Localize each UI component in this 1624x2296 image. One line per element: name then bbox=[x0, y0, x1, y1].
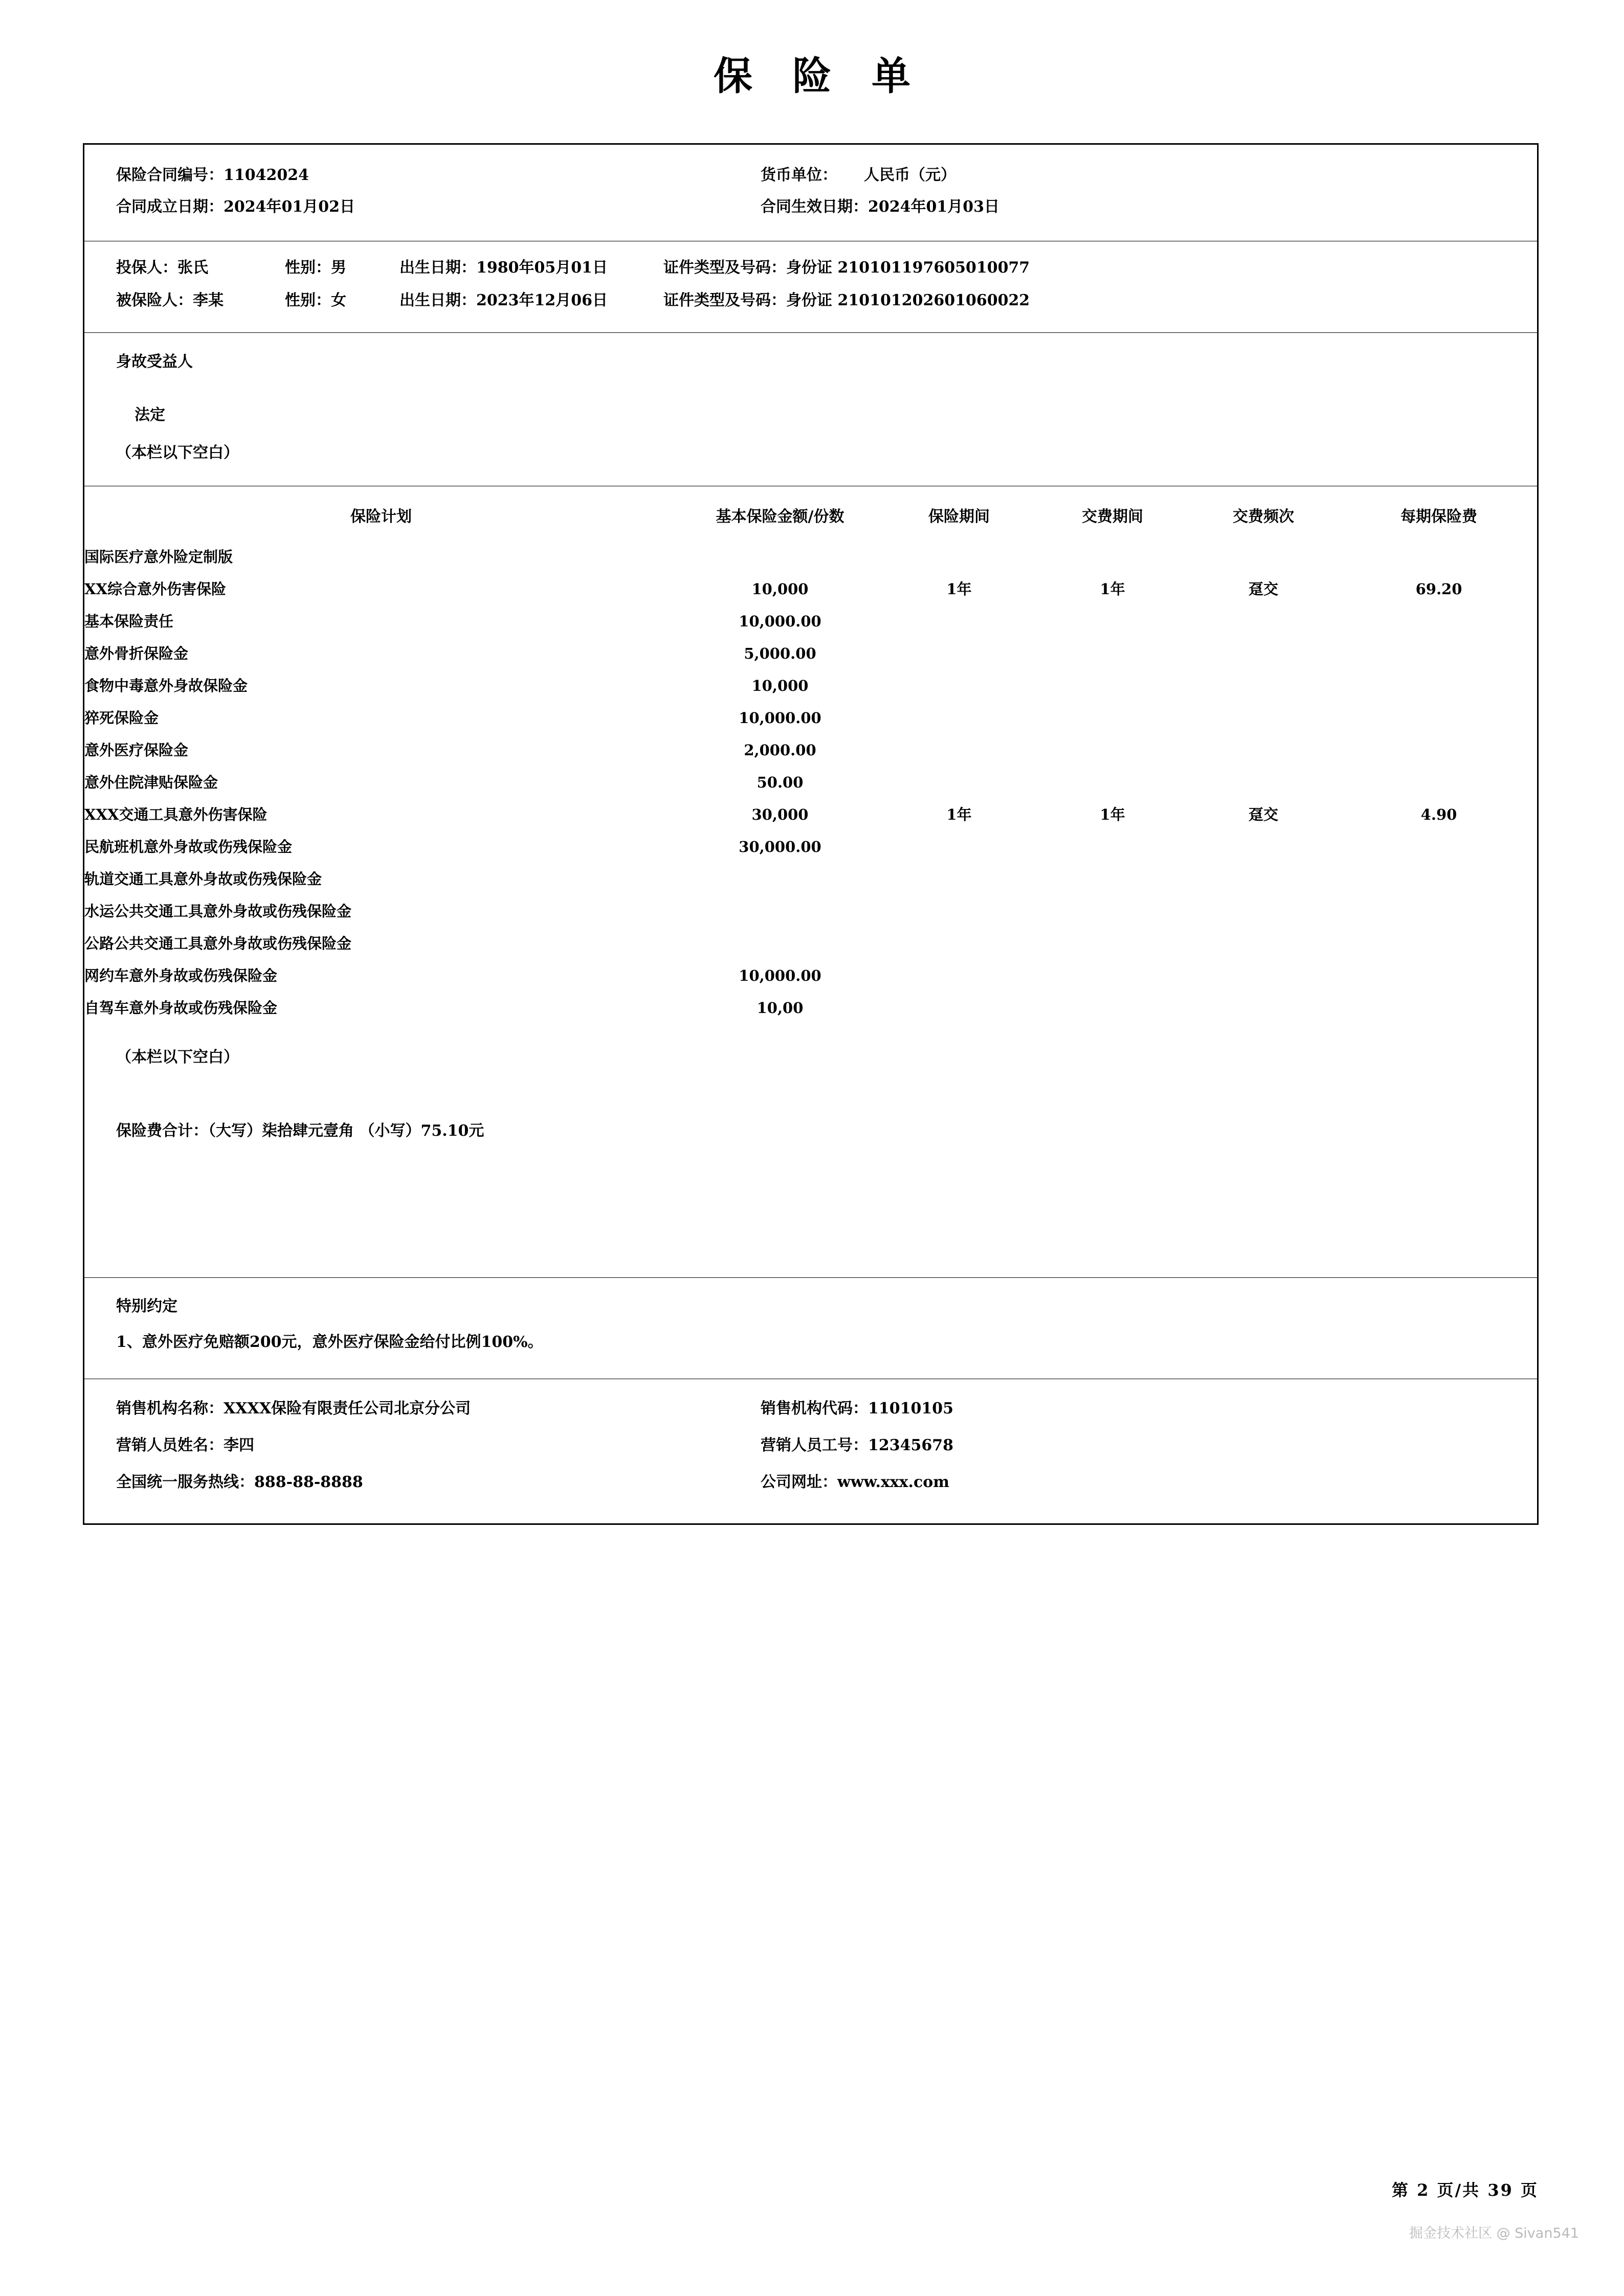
plan-row-pay-term bbox=[1036, 900, 1189, 932]
plan-row bbox=[84, 836, 1540, 868]
plan-row-pay-freq bbox=[1189, 707, 1338, 739]
plan-row-pay-term bbox=[1036, 546, 1189, 578]
policy-number-field bbox=[84, 162, 749, 185]
policyholder-id-number: 210101197605010077 bbox=[837, 259, 1030, 277]
header-plan: 保险计划 bbox=[350, 508, 412, 526]
agent-name-label: 营销人员姓名： bbox=[116, 1436, 224, 1454]
plan-section bbox=[84, 486, 1537, 1278]
plan-row-pay-term: 1年 bbox=[1100, 580, 1125, 598]
plan-row bbox=[84, 642, 1540, 674]
policy-number-label: 保险合同编号： bbox=[116, 166, 224, 184]
agency-code-value: 11010105 bbox=[868, 1400, 953, 1417]
insured-birth-value: 2023年12月06日 bbox=[476, 291, 608, 309]
policyholder-name-field bbox=[116, 255, 285, 277]
plan-row-pay-freq bbox=[1189, 836, 1338, 868]
plan-row-term bbox=[882, 739, 1036, 771]
policyholder-sex-label: 性别： bbox=[285, 259, 331, 277]
agent-row bbox=[84, 1432, 1537, 1469]
plan-row bbox=[84, 578, 1540, 610]
plan-row-pay-freq bbox=[1189, 610, 1338, 642]
plan-row-pay-freq bbox=[1189, 546, 1338, 578]
plan-row-name: 意外医疗保险金 bbox=[84, 741, 189, 759]
plan-row-premium bbox=[1338, 610, 1540, 642]
plan-row-name: 民航班机意外身故或伤残保险金 bbox=[84, 838, 293, 856]
policyholder-sex-field bbox=[285, 255, 399, 277]
currency-label: 货币单位： bbox=[761, 166, 837, 184]
currency-value: 人民币（元） bbox=[864, 166, 956, 184]
insured-row bbox=[84, 287, 1537, 320]
total-premium: 保险费合计：（大写）柒拾肆元壹角 （小写）75.10元 bbox=[116, 1122, 484, 1140]
plan-row-name: 食物中毒意外身故保险金 bbox=[84, 677, 248, 694]
policyholder-birth-label: 出生日期： bbox=[399, 259, 476, 277]
policyholder-birth-value: 1980年05月01日 bbox=[476, 259, 608, 277]
plan-row-amount: 30,000.00 bbox=[739, 838, 821, 856]
plan-row-pay-term: 1年 bbox=[1100, 806, 1125, 823]
plan-row-premium bbox=[1338, 642, 1540, 674]
policyholder-label: 投保人： bbox=[116, 259, 177, 277]
plan-row-pay-term bbox=[1036, 868, 1189, 900]
plan-row-term bbox=[882, 771, 1036, 803]
plan-row-premium bbox=[1338, 674, 1540, 707]
plan-row-term bbox=[882, 836, 1036, 868]
plan-row-amount: 10,00 bbox=[757, 999, 804, 1017]
plan-row-premium bbox=[1338, 868, 1540, 900]
policy-frame bbox=[83, 143, 1539, 1525]
plan-row-name: 网约车意外身故或伤残保险金 bbox=[84, 967, 278, 984]
plan-row-premium bbox=[1338, 771, 1540, 803]
policyholder-id-label: 证件类型及号码： bbox=[663, 259, 786, 277]
agent-name-field bbox=[84, 1432, 749, 1455]
plan-table bbox=[84, 504, 1540, 1029]
plan-row-name: XXX交通工具意外伤害保险 bbox=[84, 806, 268, 823]
watermark: 掘金技术社区 @ Sivan541 bbox=[1409, 2225, 1579, 2241]
plan-row-premium bbox=[1338, 707, 1540, 739]
plan-row-pay-term bbox=[1036, 674, 1189, 707]
plan-row-premium bbox=[1338, 932, 1540, 964]
header-pay-term: 交费期间 bbox=[1082, 508, 1143, 526]
website-field bbox=[749, 1469, 1537, 1492]
plan-row bbox=[84, 674, 1540, 707]
website-value[interactable]: www.xxx.com bbox=[837, 1473, 950, 1491]
agency-name-value: XXXX保险有限责任公司北京分公司 bbox=[224, 1400, 471, 1417]
insured-name: 李某 bbox=[193, 291, 224, 309]
plan-row-pay-freq bbox=[1189, 997, 1338, 1029]
plan-row-name: 公路公共交通工具意外身故或伤残保险金 bbox=[84, 935, 352, 952]
plan-row-amount: 2,000.00 bbox=[744, 741, 816, 759]
plan-row-term: 1年 bbox=[946, 580, 972, 598]
agency-section bbox=[84, 1379, 1537, 1523]
plan-row-amount: 10,000.00 bbox=[739, 967, 821, 984]
beneficiary-value: 法定 bbox=[135, 406, 165, 424]
plan-row bbox=[84, 932, 1540, 964]
agent-number-label: 营销人员工号： bbox=[761, 1436, 868, 1454]
plan-row-pay-freq bbox=[1189, 771, 1338, 803]
plan-row-premium bbox=[1338, 739, 1540, 771]
plan-row-term bbox=[882, 707, 1036, 739]
plan-row-pay-freq bbox=[1189, 932, 1338, 964]
agent-name-value: 李四 bbox=[224, 1436, 254, 1454]
plan-row-amount: 10,000 bbox=[751, 580, 809, 598]
plan-row-term bbox=[882, 642, 1036, 674]
agency-name-row bbox=[84, 1395, 1537, 1432]
agency-name-label: 销售机构名称： bbox=[116, 1400, 224, 1417]
insured-birth-field bbox=[399, 287, 663, 310]
effective-date-value: 2024年01月03日 bbox=[868, 198, 999, 216]
contact-row bbox=[84, 1469, 1537, 1506]
agent-number-field bbox=[749, 1432, 1537, 1455]
plan-row-name: 意外骨折保险金 bbox=[84, 645, 189, 662]
insured-id-label: 证件类型及号码： bbox=[663, 291, 786, 309]
plan-row-term bbox=[882, 674, 1036, 707]
plan-row-amount: 10,000 bbox=[751, 677, 809, 694]
header-premium: 每期保险费 bbox=[1400, 508, 1477, 526]
plan-row-pay-term bbox=[1036, 642, 1189, 674]
plan-row-amount: 50.00 bbox=[757, 774, 804, 791]
plan-row bbox=[84, 707, 1540, 739]
plan-row-name: 国际医疗意外险定制版 bbox=[84, 548, 233, 566]
insured-id-number: 210101202601060022 bbox=[837, 291, 1030, 309]
hotline-value: 888-88-8888 bbox=[254, 1473, 363, 1491]
header-pay-freq: 交费频次 bbox=[1233, 508, 1294, 526]
plan-row-amount bbox=[678, 932, 882, 964]
policyholder-name: 张氏 bbox=[177, 259, 208, 277]
contract-info-section bbox=[84, 145, 1537, 241]
persons-section bbox=[84, 241, 1537, 333]
effective-date-label: 合同生效日期： bbox=[761, 198, 868, 216]
insured-name-field bbox=[116, 287, 285, 310]
special-terms-title: 特别约定 bbox=[116, 1297, 177, 1315]
plan-blank-note: （本栏以下空白） bbox=[116, 1048, 239, 1066]
plan-row-pay-freq: 趸交 bbox=[1248, 580, 1278, 598]
plan-row bbox=[84, 997, 1540, 1029]
hotline-field bbox=[84, 1469, 749, 1492]
established-date-value: 2024年01月02日 bbox=[224, 198, 355, 216]
policyholder-id-type: 身份证 bbox=[786, 259, 832, 277]
plan-row-amount bbox=[678, 900, 882, 932]
established-date-field bbox=[84, 194, 749, 216]
hotline-label: 全国统一服务热线： bbox=[116, 1473, 254, 1491]
plan-row-name: XX综合意外伤害保险 bbox=[84, 580, 227, 598]
page-title: 保 险 单 bbox=[714, 53, 924, 99]
insured-birth-label: 出生日期： bbox=[399, 291, 476, 309]
insured-sex-label: 性别： bbox=[285, 291, 331, 309]
plan-row-pay-term bbox=[1036, 610, 1189, 642]
plan-row-name: 水运公共交通工具意外身故或伤残保险金 bbox=[84, 903, 352, 920]
plan-row bbox=[84, 546, 1540, 578]
plan-row-name: 自驾车意外身故或伤残保险金 bbox=[84, 999, 278, 1017]
plan-row-term bbox=[882, 546, 1036, 578]
policyholder-id-field bbox=[663, 255, 1030, 277]
plan-row-pay-term bbox=[1036, 964, 1189, 997]
plan-row bbox=[84, 900, 1540, 932]
plan-row-term bbox=[882, 964, 1036, 997]
plan-row-pay-freq: 趸交 bbox=[1248, 806, 1278, 823]
plan-row-premium: 4.90 bbox=[1420, 806, 1457, 823]
contract-number-row bbox=[84, 162, 1537, 194]
plan-row-pay-freq bbox=[1189, 900, 1338, 932]
insured-id-type: 身份证 bbox=[786, 291, 832, 309]
plan-row-pay-freq bbox=[1189, 642, 1338, 674]
plan-row-name: 意外住院津贴保险金 bbox=[84, 774, 218, 791]
plan-row-term bbox=[882, 900, 1036, 932]
plan-row bbox=[84, 964, 1540, 997]
plan-row-pay-term bbox=[1036, 739, 1189, 771]
plan-row-term bbox=[882, 932, 1036, 964]
beneficiary-blank-note: （本栏以下空白） bbox=[116, 444, 239, 462]
effective-date-field bbox=[749, 194, 1537, 216]
insured-id-field bbox=[663, 287, 1030, 310]
plan-row-premium: 69.20 bbox=[1415, 580, 1462, 598]
plan-row-pay-freq bbox=[1189, 674, 1338, 707]
plan-row bbox=[84, 868, 1540, 900]
policyholder-birth-field bbox=[399, 255, 663, 277]
plan-row-pay-freq bbox=[1189, 868, 1338, 900]
plan-row-term: 1年 bbox=[946, 806, 972, 823]
plan-row-amount: 5,000.00 bbox=[744, 645, 816, 662]
header-amount: 基本保险金额/份数 bbox=[716, 508, 844, 526]
plan-row-pay-term bbox=[1036, 771, 1189, 803]
special-terms-section bbox=[84, 1278, 1537, 1379]
plan-row-premium bbox=[1338, 900, 1540, 932]
contract-dates-row bbox=[84, 194, 1537, 226]
plan-row-name: 轨道交通工具意外身故或伤残保险金 bbox=[84, 870, 322, 888]
agency-name-field bbox=[84, 1395, 749, 1418]
agent-number-value: 12345678 bbox=[868, 1436, 953, 1454]
established-date-label: 合同成立日期： bbox=[116, 198, 224, 216]
policyholder-row bbox=[84, 255, 1537, 287]
plan-row bbox=[84, 739, 1540, 771]
insured-sex-field bbox=[285, 287, 399, 310]
plan-row-pay-term bbox=[1036, 997, 1189, 1029]
policy-number-value: 11042024 bbox=[224, 166, 309, 184]
plan-row bbox=[84, 610, 1540, 642]
page-number: 第 2 页/共 39 页 bbox=[1391, 2180, 1539, 2200]
beneficiary-section bbox=[84, 333, 1537, 486]
plan-row-amount: 10,000.00 bbox=[739, 613, 821, 630]
plan-row-pay-term bbox=[1036, 707, 1189, 739]
insured-label: 被保险人： bbox=[116, 291, 193, 309]
header-term: 保险期间 bbox=[928, 508, 990, 526]
beneficiary-title: 身故受益人 bbox=[116, 353, 193, 371]
policyholder-sex-value: 男 bbox=[331, 259, 346, 277]
plan-row-premium bbox=[1338, 546, 1540, 578]
plan-row-name: 基本保险责任 bbox=[84, 613, 174, 630]
plan-row-pay-term bbox=[1036, 836, 1189, 868]
plan-row-pay-freq bbox=[1189, 739, 1338, 771]
plan-row-premium bbox=[1338, 997, 1540, 1029]
insured-sex-value: 女 bbox=[331, 291, 346, 309]
plan-header-row bbox=[84, 504, 1540, 546]
plan-table-body bbox=[84, 546, 1540, 1029]
website-label: 公司网址： bbox=[761, 1473, 837, 1491]
plan-row-term bbox=[882, 997, 1036, 1029]
plan-row-term bbox=[882, 868, 1036, 900]
plan-row-pay-term bbox=[1036, 932, 1189, 964]
agency-code-label: 销售机构代码： bbox=[761, 1400, 868, 1417]
plan-row-name: 猝死保险金 bbox=[84, 709, 159, 727]
plan-row bbox=[84, 803, 1540, 836]
plan-row-amount bbox=[678, 546, 882, 578]
plan-table-head bbox=[84, 504, 1540, 546]
plan-row-premium bbox=[1338, 964, 1540, 997]
currency-field bbox=[749, 162, 1537, 185]
plan-row-premium bbox=[1338, 836, 1540, 868]
plan-row-amount: 10,000.00 bbox=[739, 709, 821, 727]
plan-row-pay-freq bbox=[1189, 964, 1338, 997]
plan-row-amount: 30,000 bbox=[751, 806, 809, 823]
plan-row-amount bbox=[678, 868, 882, 900]
agency-code-field bbox=[749, 1395, 1537, 1418]
plan-row-term bbox=[882, 610, 1036, 642]
plan-row bbox=[84, 771, 1540, 803]
special-terms-item: 1、意外医疗免赔额200元，意外医疗保险金给付比例100%。 bbox=[116, 1333, 543, 1351]
